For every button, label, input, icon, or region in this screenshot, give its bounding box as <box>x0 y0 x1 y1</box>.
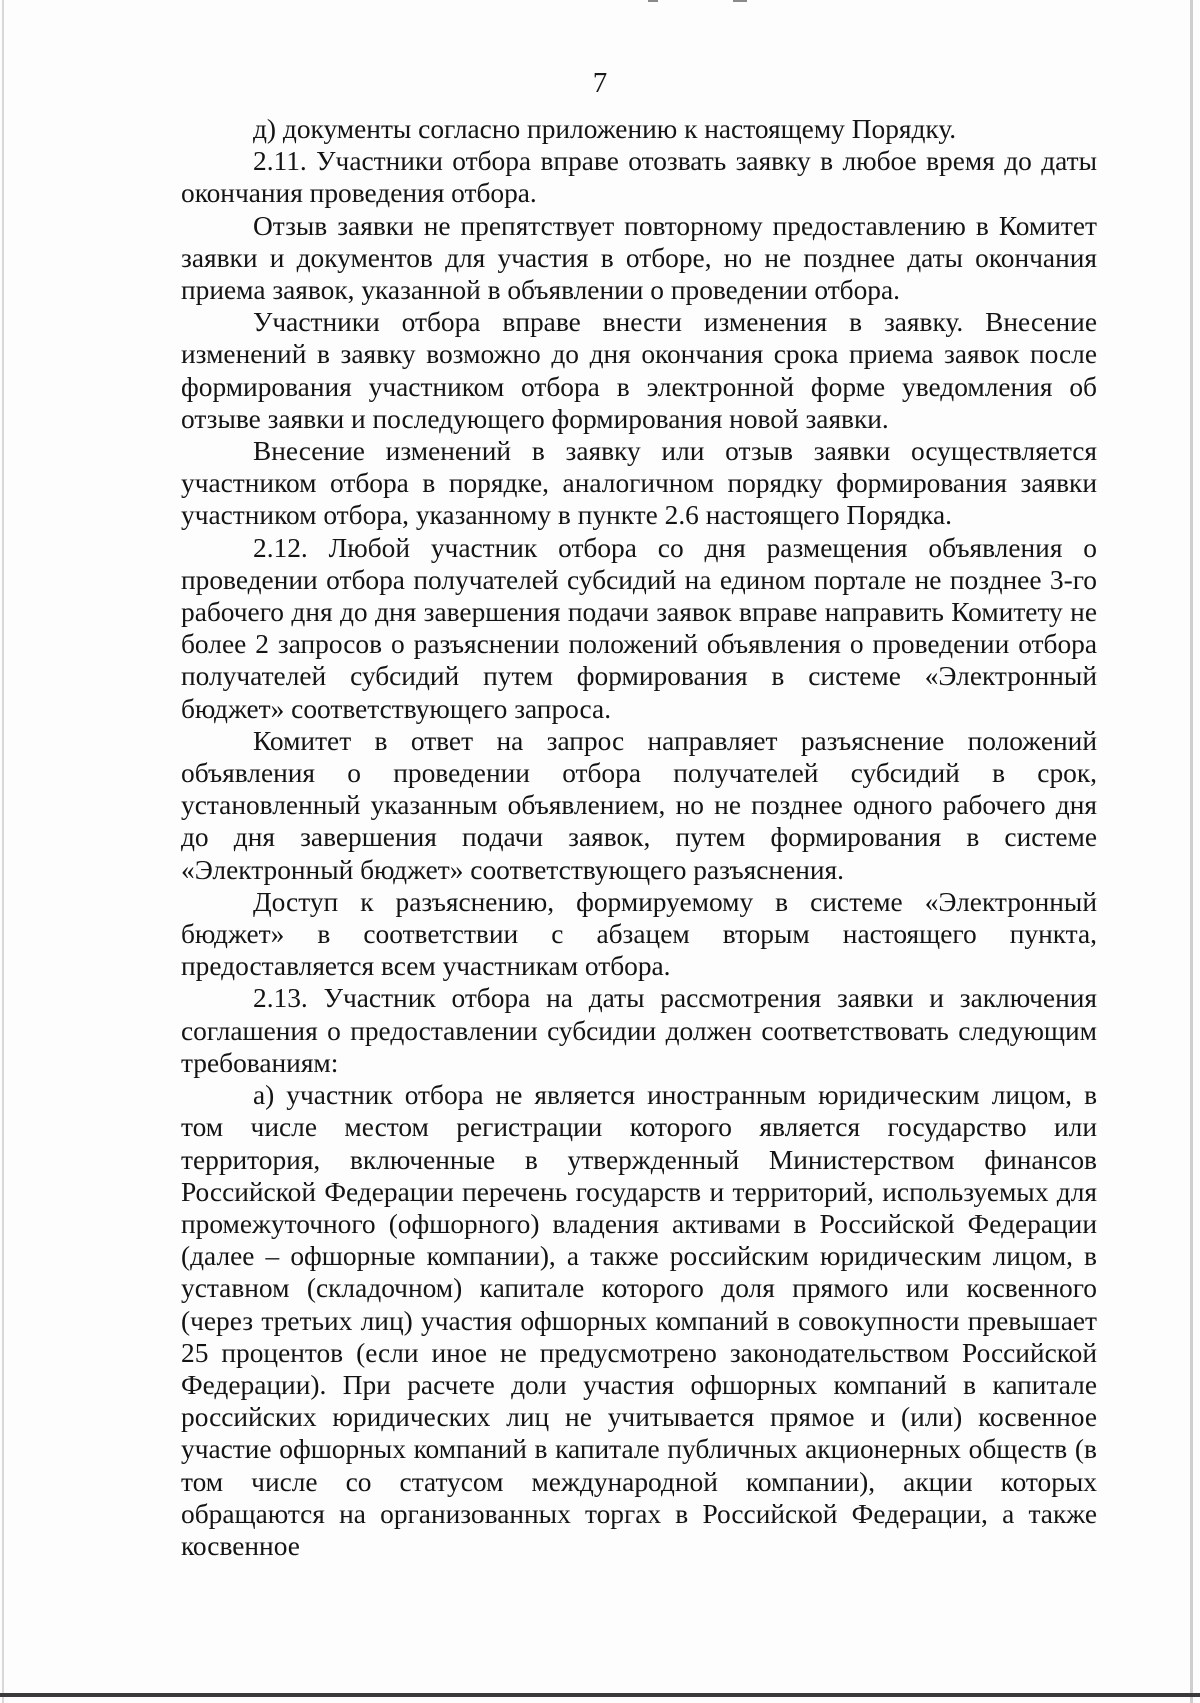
scan-mark <box>733 0 747 2</box>
paragraph-committee-response: Комитет в ответ на запрос направляет разъяснение положений объявления о проведении отбора получателей субсидий в срок, установленный указанным объявлением, но не позднее одного рабочего дня до дня завершения подачи заявок, путем формирования в системе «Электронный бюджет» соответствующего разъяснения. <box>181 725 1097 885</box>
paragraph-withdrawal: Отзыв заявки не препятствует повторному предоставлению в Комитет заявки и документов для участия в отборе, но не позднее даты окончания приема заявок, указанной в объявлении о проведении отбора. <box>181 210 1097 306</box>
paragraph-access: Доступ к разъяснению, формируемому в системе «Электронный бюджет» в соответствии с абзацем вторым настоящего пункта, предоставляется всем участникам отбора. <box>181 886 1097 982</box>
paragraph-item-a: а) участник отбора не является иностранным юридическим лицом, в том числе местом регистрации которого является государство или территория, включенные в утвержденный Министерством финансов Российской Федерации перечень государств и территорий, используемых для промежуточного (офшорного) владения активами в Российской Федерации (далее – офшорные компании), а также российским юридическим лицом, в уставном (складочном) капитале которого доля прямого или косвенного (через третьих лиц) участия офшорных компаний в совокупности превышает 25 процентов (если иное не предусмотрено законодательством Российской Федерации). При расчете доли участия офшорных компаний в капитале российских юридических лиц не учитывается прямое и (или) косвенное участие офшорных компаний в капитале публичных акционерных обществ (в том числе со статусом международной компании), акции которых обращаются на организованных торгах в Российской Федерации, а также косвенное <box>181 1080 1097 1561</box>
paragraph-changes-procedure: Внесение изменений в заявку или отзыв заявки осуществляется участником отбора в порядке, аналогичном порядку формирования заявки участником отбора, указанному в пункте 2.6 настоящего Порядка. <box>181 436 1097 531</box>
paragraph-2-12: 2.12. Любой участник отбора со дня размещения объявления о проведении отбора получателей субсидий на едином портале не позднее 3-го рабочего дня до дня завершения подачи заявок вправе направить Комитету не более 2 запросов о разъяснении положений объявления о проведении отбора получателей субсидий путем формирования в системе «Электронный бюджет» соответствующего запроса. <box>181 532 1097 724</box>
page-number: 7 <box>592 67 608 99</box>
scan-edge-bottom <box>0 1693 1200 1697</box>
paragraph-item-d: д) документы согласно приложению к настоящему Порядку. <box>253 114 957 144</box>
scan-mark <box>648 0 658 2</box>
paragraph-2-11: 2.11. Участники отбора вправе отозвать заявку в любое время до даты окончания проведения отбора. <box>181 146 1097 209</box>
scan-edge-left <box>2 0 4 1703</box>
scan-edge-right <box>1190 0 1193 1703</box>
document-body <box>181 113 1097 1562</box>
paragraph-2-13: 2.13. Участник отбора на даты рассмотрения заявки и заключения соглашения о предоставлении субсидии должен соответствовать следующим требованиям: <box>181 983 1097 1078</box>
paragraph-changes: Участники отбора вправе внести изменения в заявку. Внесение изменений в заявку возможно до дня окончания срока приема заявок после формирования участником отбора в электронной форме уведомления об отзыве заявки и последующего формирования новой заявки. <box>181 307 1097 434</box>
